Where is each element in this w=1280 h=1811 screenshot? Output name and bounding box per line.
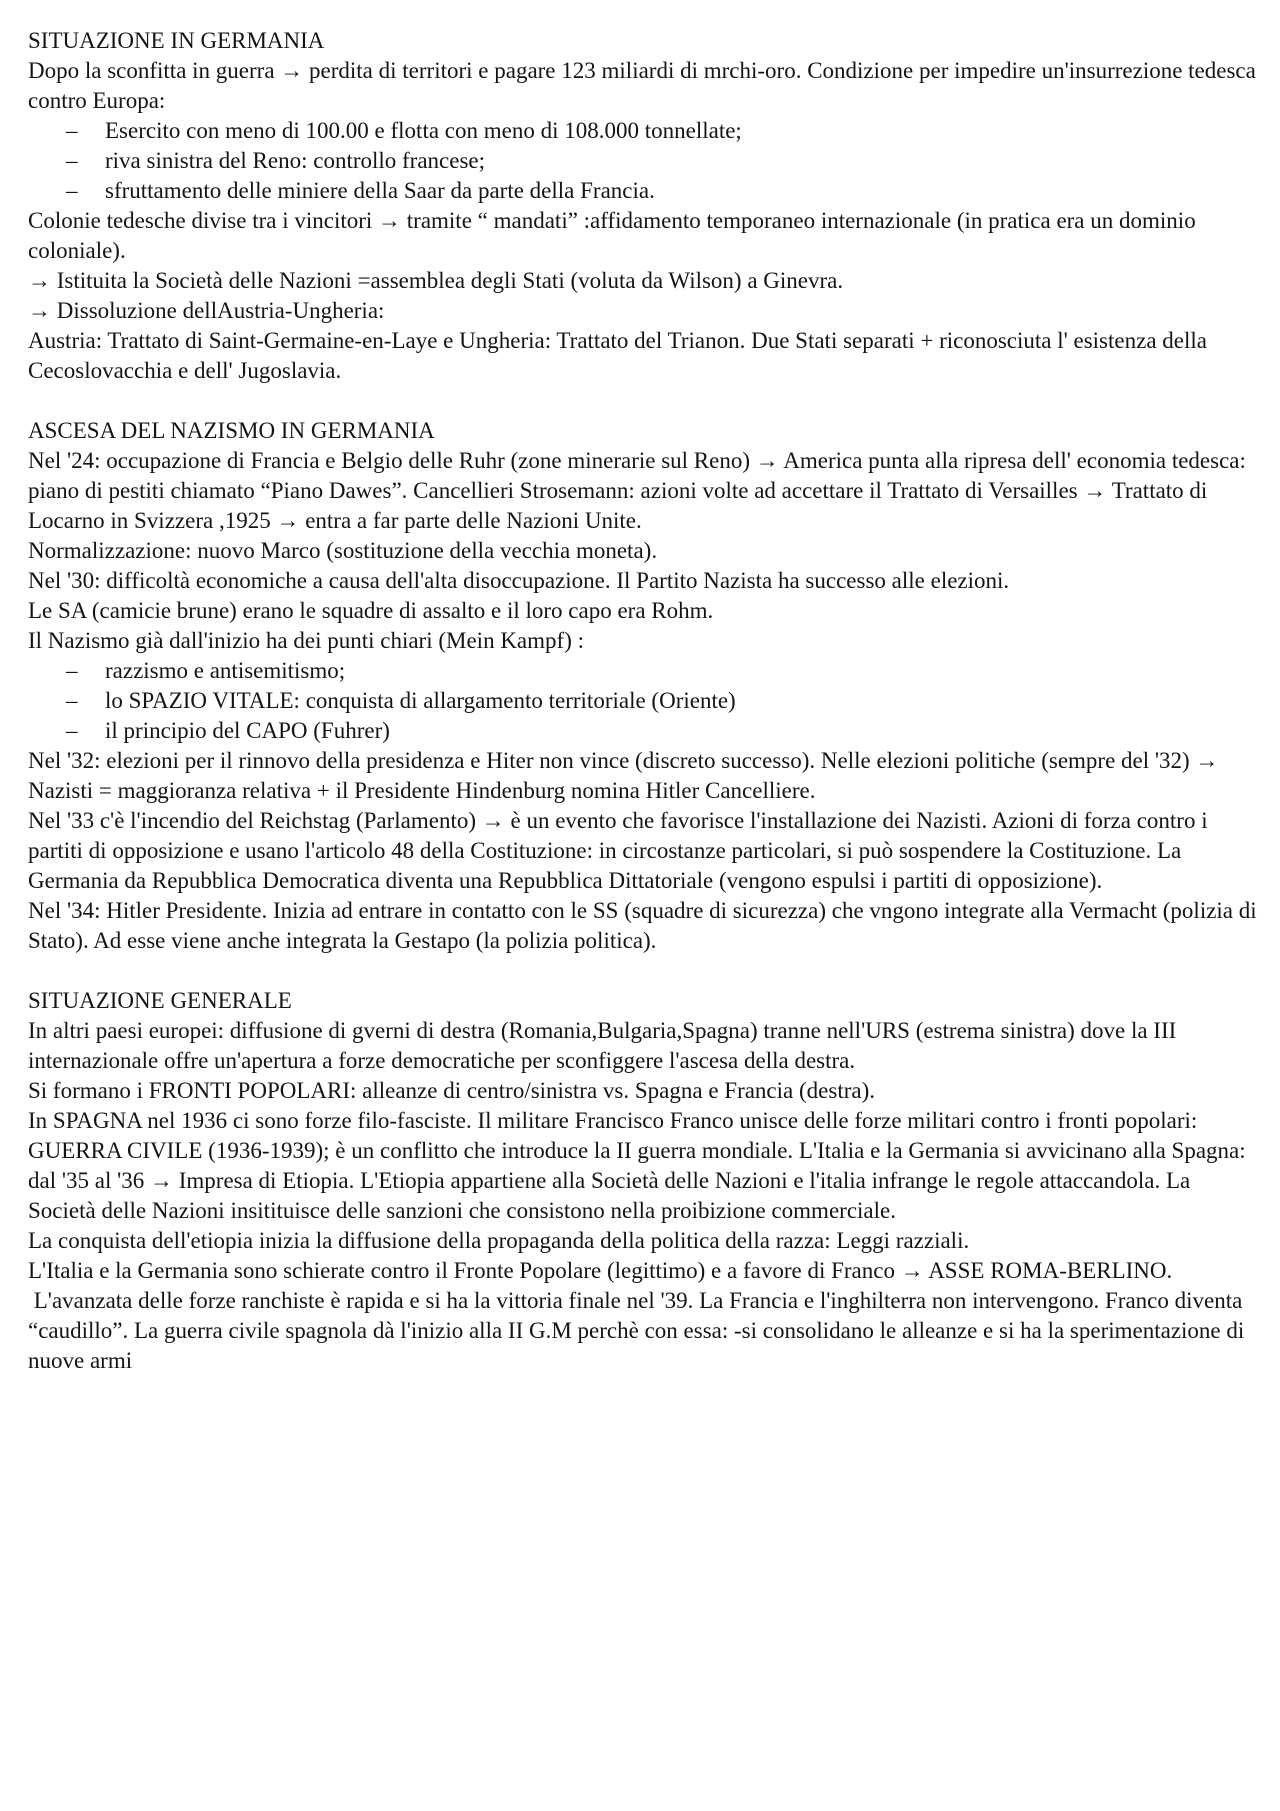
paragraph: Nel '34: Hitler Presidente. Inizia ad entrare in contatto con le SS (squadre di sicurezza) che vngono integrate alla Vermacht (polizia di Stato). Ad esse viene anche integrata la Gestapo (la polizia politica). bbox=[28, 898, 1257, 953]
paragraph: Le SA (camicie brune) erano le squadre di assalto e il loro capo era Rohm. bbox=[28, 598, 714, 623]
list-item bbox=[28, 116, 1258, 146]
dash-bullet-icon: – bbox=[66, 178, 78, 203]
paragraph: Nel '24: occupazione di Francia e Belgio delle Ruhr (zone minerarie sul Reno) → America punta alla ripresa dell' economia tedesca: piano di pestiti chiamato “Piano Dawes”. Cancellieri Strosemann: azioni volte ad accettare il Trattato di Versailles → Trattato di Locarno in Svizzera ,1925 → entra a far parte delle Nazioni Unite. bbox=[28, 448, 1246, 533]
list-item-text: il principio del CAPO (Fuhrer) bbox=[105, 718, 390, 743]
list-item bbox=[28, 176, 1258, 206]
paragraph: Nel '32: elezioni per il rinnovo della presidenza e Hiter non vince (discreto successo). Nelle elezioni politiche (sempre del '32) → Nazisti = maggioranza relativa + il Presidente Hindenburg nomina Hitler Cancelliere. bbox=[28, 748, 1219, 803]
dash-bullet-icon: – bbox=[66, 148, 78, 173]
section-situazione-germania bbox=[28, 26, 1258, 386]
paragraph: Austria: Trattato di Saint-Germaine-en-Laye e Ungheria: Trattato del Trianon. Due Stati separati + riconosciuta l' esistenza della Cecoslovacchia e dell' Jugoslavia. bbox=[28, 328, 1207, 383]
document-page bbox=[28, 26, 1258, 1406]
section-heading: SITUAZIONE GENERALE bbox=[28, 988, 292, 1013]
bullet-list bbox=[28, 116, 1258, 206]
list-item bbox=[28, 716, 1258, 746]
list-item bbox=[28, 656, 1258, 686]
paragraph: Si formano i FRONTI POPOLARI: alleanze di centro/sinistra vs. Spagna e Francia (destra). bbox=[28, 1078, 875, 1103]
list-item-text: sfruttamento delle miniere della Saar da parte della Francia. bbox=[105, 178, 655, 203]
paragraph: Nel '30: difficoltà economiche a causa dell'alta disoccupazione. Il Partito Nazista ha successo alle elezioni. bbox=[28, 568, 1010, 593]
paragraph: L'Italia e la Germania sono schierate contro il Fronte Popolare (legittimo) e a favore di Franco → ASSE ROMA-BERLINO. bbox=[28, 1258, 1173, 1283]
list-item-text: lo SPAZIO VITALE: conquista di allargamento territoriale (Oriente) bbox=[105, 688, 736, 713]
list-item-text: razzismo e antisemitismo; bbox=[105, 658, 346, 683]
paragraph: Normalizzazione: nuovo Marco (sostituzione della vecchia moneta). bbox=[28, 538, 658, 563]
paragraph: → Istituita la Società delle Nazioni =assemblea degli Stati (voluta da Wilson) a Ginevra. bbox=[28, 268, 844, 293]
paragraph: In altri paesi europei: diffusione di gverni di destra (Romania,Bulgaria,Spagna) tranne nell'URS (estrema sinistra) dove la III internazionale offre un'apertura a forze democratiche per sconfiggere l'ascesa della destra. bbox=[28, 1018, 1177, 1073]
paragraph: L'avanzata delle forze ranchiste è rapida e si ha la vittoria finale nel '39. La Francia e l'inghilterra non intervengono. Franco diventa “caudillo”. La guerra civile spagnola dà l'inizio alla II G.M perchè con essa: -si consolidano le alleanze e si ha la sperimentazione di nuove armi bbox=[28, 1288, 1251, 1373]
paragraph: La conquista dell'etiopia inizia la diffusione della propaganda della politica della razza: Leggi razziali. bbox=[28, 1228, 970, 1253]
list-item-text: riva sinistra del Reno: controllo francese; bbox=[105, 148, 486, 173]
bullet-list bbox=[28, 656, 1258, 746]
paragraph: Nel '33 c'è l'incendio del Reichstag (Parlamento) → è un evento che favorisce l'installazione dei Nazisti. Azioni di forza contro i partiti di opposizione e usano l'articolo 48 della Costituzione: in circostanze particolari, si può sospendere la Costituzione. La Germania da Repubblica Democratica diventa una Repubblica Dittatoriale (vengono espulsi i partiti di opposizione). bbox=[28, 808, 1208, 893]
paragraph: Colonie tedesche divise tra i vincitori → tramite “ mandati” :affidamento temporaneo internazionale (in pratica era un dominio coloniale). bbox=[28, 208, 1196, 263]
dash-bullet-icon: – bbox=[66, 718, 78, 743]
paragraph: Dopo la sconfitta in guerra → perdita di territori e pagare 123 miliardi di mrchi-oro. Condizione per impedire un'insurrezione tedesca contro Europa: bbox=[28, 58, 1256, 113]
section-situazione-generale bbox=[28, 986, 1258, 1376]
section-heading: ASCESA DEL NAZISMO IN GERMANIA bbox=[28, 418, 435, 443]
dash-bullet-icon: – bbox=[66, 658, 78, 683]
list-item bbox=[28, 686, 1258, 716]
paragraph: → Dissoluzione dellAustria-Ungheria: bbox=[28, 298, 385, 323]
section-heading: SITUAZIONE IN GERMANIA bbox=[28, 28, 325, 53]
paragraph: Il Nazismo già dall'inizio ha dei punti chiari (Mein Kampf) : bbox=[28, 628, 584, 653]
section-ascesa-nazismo bbox=[28, 416, 1258, 956]
list-item bbox=[28, 146, 1258, 176]
dash-bullet-icon: – bbox=[66, 118, 78, 143]
dash-bullet-icon: – bbox=[66, 688, 78, 713]
paragraph: In SPAGNA nel 1936 ci sono forze filo-fasciste. Il militare Francisco Franco unisce delle forze militari contro i fronti popolari: GUERRA CIVILE (1936-1939); è un conflitto che introduce la II guerra mondiale. L'Italia e la Germania si avvicinano alla Spagna: dal '35 al '36 → Impresa di Etiopia. L'Etiopia appartiene alla Società delle Nazioni e l'italia infrange le regole attaccandola. La Società delle Nazioni insitituisce delle sanzioni che consistono nella proibizione commerciale. bbox=[28, 1108, 1246, 1223]
list-item-text: Esercito con meno di 100.00 e flotta con meno di 108.000 tonnellate; bbox=[105, 118, 742, 143]
